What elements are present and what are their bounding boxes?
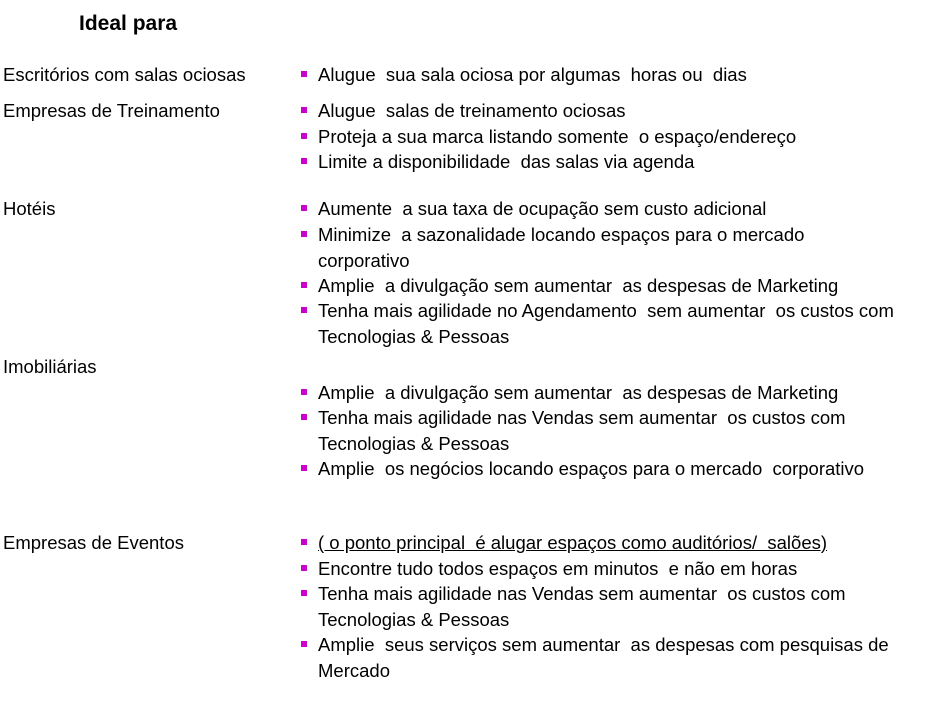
bullet-square-icon <box>301 414 307 420</box>
category-treinamento: Empresas de Treinamento <box>3 100 220 121</box>
list-item: Alugue salas de treinamento ociosas <box>318 98 938 124</box>
list-item: Tenha mais agilidade nas Vendas sem aumentar os custos com Tecnologias & Pessoas <box>318 581 926 632</box>
bullet-square-icon <box>301 539 307 545</box>
bullet-square-icon <box>301 389 307 395</box>
list-item: Proteja a sua marca listando somente o espaço/endereço <box>318 124 938 150</box>
bullet-square-icon <box>301 307 307 313</box>
category-eventos: Empresas de Eventos <box>3 532 184 553</box>
list-item: Tenha mais agilidade no Agendamento sem aumentar os custos com Tecnologias & Pessoas <box>318 298 938 349</box>
bullet-square-icon <box>301 71 307 77</box>
bullet-square-icon <box>301 231 307 237</box>
bullet-square-icon <box>301 107 307 113</box>
bullet-square-icon <box>301 158 307 164</box>
list-item: Amplie os negócios locando espaços para o mercado corporativo <box>318 456 938 482</box>
list-item: Encontre tudo todos espaços em minutos e não em horas <box>318 556 938 582</box>
bullet-square-icon <box>301 641 307 647</box>
category-hoteis: Hotéis <box>3 198 56 219</box>
bullet-square-icon <box>301 565 307 571</box>
list-item: Aumente a sua taxa de ocupação sem custo adicional <box>318 196 938 222</box>
bullet-square-icon <box>301 282 307 288</box>
list-item: Amplie seus serviços sem aumentar as despesas com pesquisas de Mercado <box>318 632 938 683</box>
page-title: Ideal para <box>79 12 178 35</box>
bullet-square-icon <box>301 133 307 139</box>
bullet-square-icon <box>301 465 307 471</box>
list-item: ( o ponto principal é alugar espaços como auditórios/ salões) <box>318 530 938 556</box>
category-escritorios: Escritórios com salas ociosas <box>3 64 246 85</box>
list-item: Limite a disponibilidade das salas via agenda <box>318 149 938 175</box>
list-item: Tenha mais agilidade nas Vendas sem aumentar os custos com Tecnologias & Pessoas <box>318 405 926 456</box>
bullet-square-icon <box>301 205 307 211</box>
category-imobiliarias: Imobiliárias <box>3 356 97 377</box>
list-item: Minimize a sazonalidade locando espaços para o mercado corporativo <box>318 222 888 273</box>
list-item: Amplie a divulgação sem aumentar as despesas de Marketing <box>318 273 938 299</box>
list-item: Amplie a divulgação sem aumentar as despesas de Marketing <box>318 380 938 406</box>
list-item: Alugue sua sala ociosa por algumas horas ou dias <box>318 62 938 88</box>
bullet-square-icon <box>301 590 307 596</box>
